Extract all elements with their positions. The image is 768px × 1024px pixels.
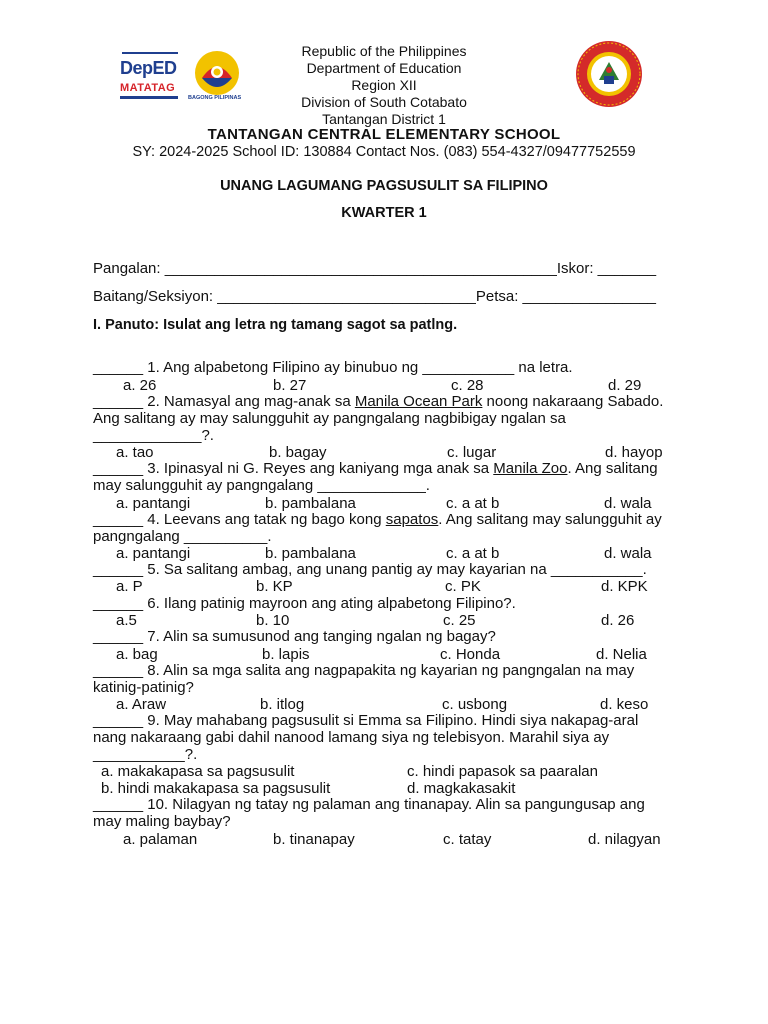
choice[interactable]: d. magkakasakit [407, 780, 516, 797]
question-2: ______ 2. Namasyal ang mag-anak sa Manila Ocean Park noong nakaraang Sabado. Ang salitang ay may salungguhit ay pangngalang nagbibigay ngalan sa _____________?. [93, 393, 664, 444]
question-8: ______ 8. Alin sa mga salita ang nagpapakita ng kayarian ng pangngalan na may katinig-patinig? [93, 662, 635, 696]
choice[interactable]: b. itlog [260, 696, 305, 713]
choice[interactable]: a. palaman [123, 831, 198, 848]
header-line-5: Tantangan District 1 [322, 111, 446, 127]
choice[interactable]: a. 26 [123, 377, 157, 394]
choice[interactable]: b. pambalana [265, 545, 356, 562]
choice[interactable]: b. lapis [262, 646, 310, 663]
underlined-word: Manila Ocean Park [354, 393, 483, 410]
choice[interactable]: d. wala [604, 495, 652, 512]
choices-q3 [93, 495, 673, 512]
choice[interactable]: a.5 [116, 612, 137, 629]
school-info-line: SY: 2024-2025 School ID: 130884 Contact Nos. (083) 554-4327/09477752559 [132, 144, 636, 160]
question-4: ______ 4. Leevans ang tatak ng bago kong sapatos. Ang salitang may salungguhit ay pangngalang __________. [93, 511, 662, 545]
choices-q8 [93, 696, 673, 713]
choice[interactable]: b. bagay [269, 444, 327, 461]
choice[interactable]: c. a at b [446, 495, 500, 512]
question-5: ______ 5. Sa salitang ambag, ang unang pantig ay may kayarian na ___________. [93, 561, 647, 578]
question-6: ______ 6. Ilang patinig mayroon ang ating alpabetong Filipino?. [93, 595, 516, 612]
choice[interactable]: a. P [116, 578, 143, 595]
header-line-1: Republic of the Philippines [301, 43, 467, 59]
choice[interactable]: c. 28 [451, 377, 484, 394]
choice[interactable]: b. hindi makakapasa sa pagsusulit [101, 780, 331, 797]
agency-header [0, 43, 768, 128]
choice[interactable]: c. lugar [447, 444, 497, 461]
choice[interactable]: c. 25 [443, 612, 476, 629]
choice[interactable]: a. tao [116, 444, 154, 461]
deped-logo: DepED [120, 58, 177, 78]
bagong-pilipinas-caption: BAGONG PILIPINAS [188, 95, 242, 101]
grade-date-field[interactable]: Baitang/Seksiyon: _______________________________Petsa: ________________ [93, 288, 657, 305]
choice[interactable]: a. bag [116, 646, 158, 663]
choices-q1 [93, 377, 673, 394]
choices-q5 [93, 578, 673, 595]
choices-q10 [93, 831, 673, 848]
choice[interactable]: c. PK [445, 578, 481, 595]
underlined-word: Manila Zoo [493, 460, 568, 477]
choice[interactable]: c. a at b [446, 545, 500, 562]
choice[interactable]: a. Araw [116, 696, 167, 713]
choice[interactable]: d. Nelia [596, 646, 647, 663]
choice[interactable]: c. tatay [443, 831, 492, 848]
header-line-4: Division of South Cotabato [301, 94, 467, 110]
choice[interactable]: d. 26 [601, 612, 635, 629]
choice[interactable]: a. pantangi [116, 545, 191, 562]
underlined-word: sapatos [385, 511, 439, 528]
choice[interactable]: c. hindi papasok sa paaralan [407, 763, 598, 780]
choices-q4 [93, 545, 673, 562]
header-line-3: Region XII [351, 77, 417, 93]
question-3: ______ 3. Ipinasyal ni G. Reyes ang kaniyang mga anak sa Manila Zoo. Ang salitang may salungguhit ay pangngalang _____________. [93, 460, 658, 494]
choice[interactable]: b. KP [256, 578, 293, 595]
choice[interactable]: d. keso [600, 696, 649, 713]
instructions: I. Panuto: Isulat ang letra ng tamang sagot sa patlng. [93, 317, 458, 333]
exam-title: UNANG LAGUMANG PAGSUSULIT SA FILIPINO [220, 178, 548, 194]
question-7: ______ 7. Alin sa sumusunod ang tanging ngalan ng bagay? [93, 628, 496, 645]
choice[interactable]: b. pambalana [265, 495, 356, 512]
choice[interactable]: a. pantangi [116, 495, 191, 512]
header-line-2: Department of Education [306, 60, 462, 76]
matatag-logo: MATATAG [120, 82, 176, 94]
choice[interactable]: d. hayop [605, 444, 663, 461]
choices-q2 [93, 444, 673, 461]
choice[interactable]: b. 10 [256, 612, 290, 629]
choices-q6 [93, 612, 673, 629]
name-score-field[interactable]: Pangalan: _______________________________________________Iskor: _______ [93, 260, 657, 277]
choice[interactable]: c. usbong [442, 696, 508, 713]
school-name: TANTANGAN CENTRAL ELEMENTARY SCHOOL [207, 126, 561, 143]
choice[interactable]: b. tinanapay [273, 831, 355, 848]
choice[interactable]: d. nilagyan [588, 831, 661, 848]
question-10: ______ 10. Nilagyan ng tatay ng palaman ang tinanapay. Alin sa pangungusap ang may maling baybay? [93, 796, 645, 830]
choice[interactable]: c. Honda [440, 646, 501, 663]
choices-q9-row2 [93, 780, 673, 797]
choice[interactable]: d. KPK [601, 578, 648, 595]
choice[interactable]: d. 29 [608, 377, 642, 394]
choices-q7 [93, 646, 673, 663]
choice[interactable]: a. makakapasa sa pagsusulit [101, 763, 295, 780]
question-9: ______ 9. May mahabang pagsusulit si Emma sa Filipino. Hindi siya nakapag-aral nang nakaraang gabi dahil nanood lamang siya ng telebisyon. Marahil siya ay ___________?. [93, 712, 639, 763]
choices-q9-row1 [93, 763, 673, 780]
choice[interactable]: b. 27 [273, 377, 307, 394]
quarter-label: KWARTER 1 [341, 205, 427, 221]
question-1: ______ 1. Ang alpabetong Filipino ay binubuo ng ___________ na letra. [93, 359, 573, 376]
choice[interactable]: d. wala [604, 545, 652, 562]
